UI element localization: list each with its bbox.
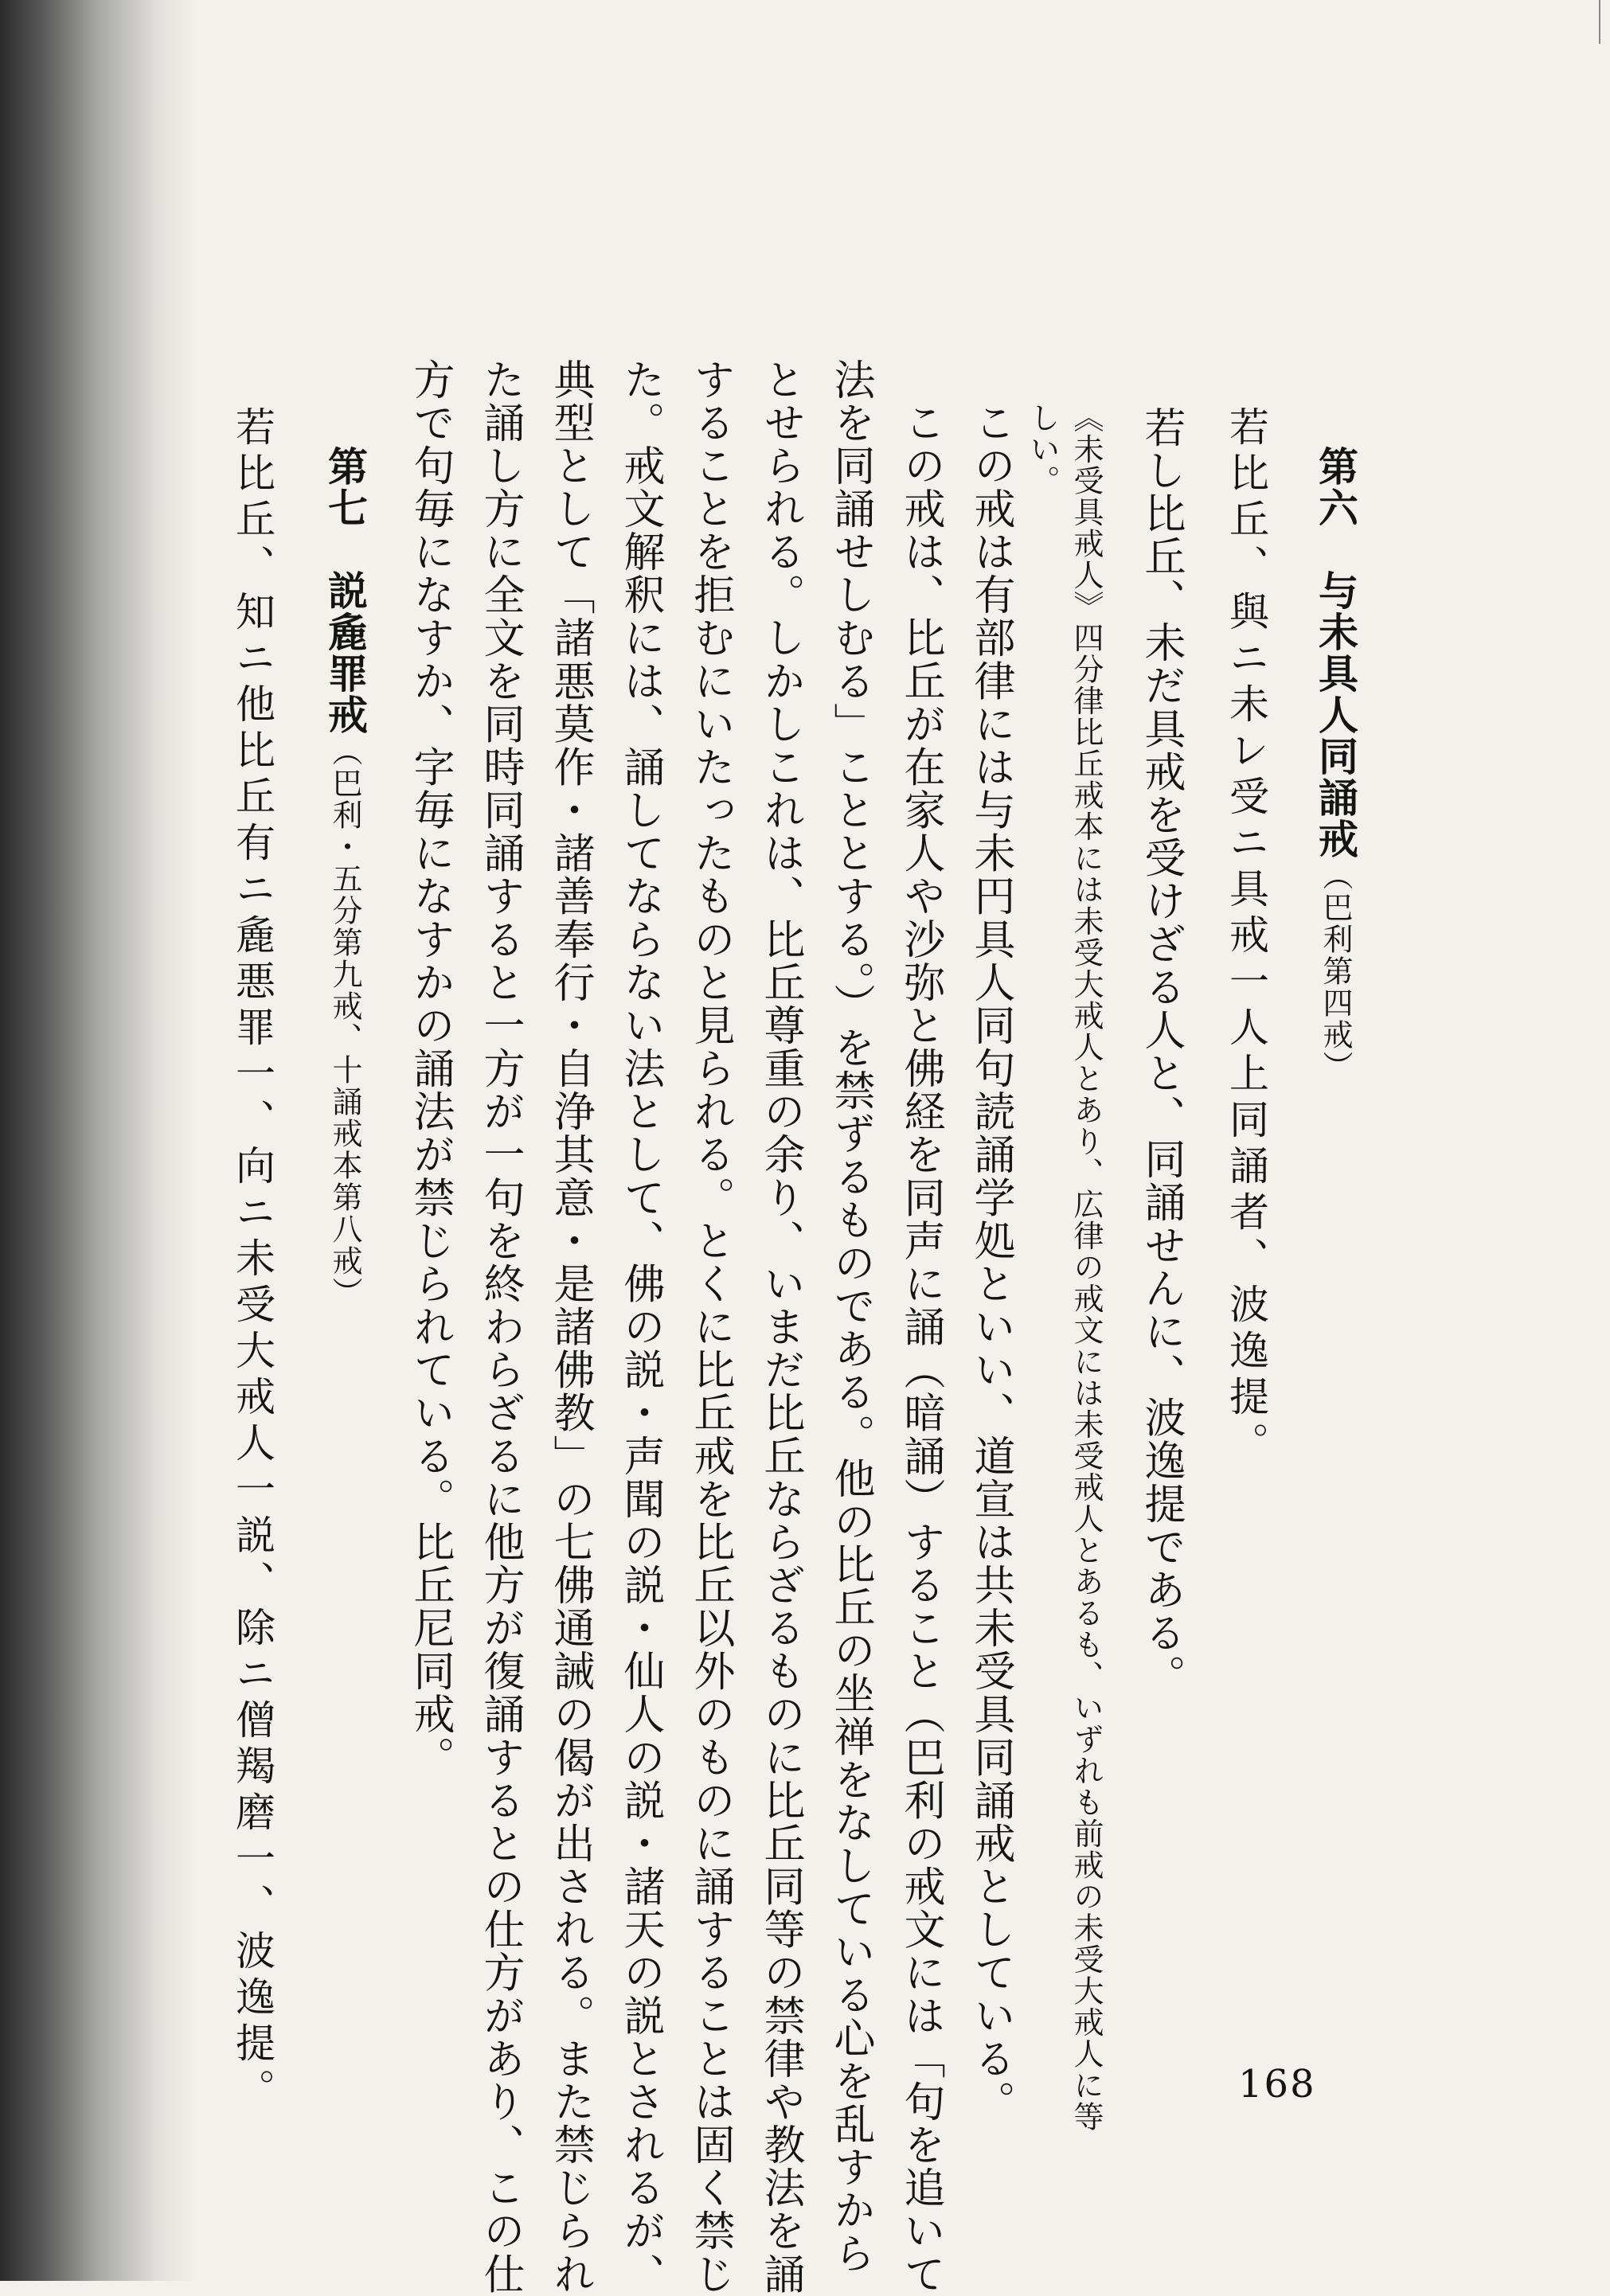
- page-number: 168: [1238, 2062, 1316, 2107]
- commentary-line: 方で句毎になすか、字毎になすかの誦法が禁じられている。比丘尼同戒。: [406, 358, 454, 1779]
- scan-edge-mark: [1599, 0, 1600, 44]
- commentary-line: この戒は、比丘が在家人や沙弥と佛経を同声に誦（暗誦）すること（巴利の戒文には「句を追いて: [897, 358, 944, 2296]
- commentary-line: することを拒むにいたったものと見られる。とくに比丘戒を比丘以外のものに誦することは固く禁じ: [686, 358, 734, 2296]
- section-6-heading-sub: （巴利第四戒）: [1318, 860, 1353, 1083]
- section-6-heading-title: 第六 与未具人同誦戒: [1312, 446, 1359, 860]
- commentary-line: た誦し方に全文を同時同誦すると一方が一句を終わらざるに他方が復誦するとの仕方があり、この仕: [476, 358, 524, 2296]
- commentary-line: 法を同誦せしむる」こととする。）を禁ずるものである。他の比丘の坐禅をなしている心を乱すから: [826, 358, 874, 2275]
- section-7-heading-sub: （巴利・五分第九戒、十誦戒本第八戒）: [327, 736, 362, 1309]
- section-6-note-line: 《未受具戒人》四分律比丘戒本には未受大戒人とあり、広律の戒文には未受戒人とあるも、いずれも前戒の未受大戒人に等: [1069, 402, 1104, 2133]
- section-7-heading: [322, 446, 369, 1309]
- section-6-translation: 若し比丘、未だ具戒を受けざる人と、同誦せんに、波逸提である。: [1137, 406, 1185, 1698]
- section-6-note-line: しい。: [1025, 402, 1060, 497]
- section-7-precept-text: 若比丘、知ニ他比丘有ニ麁悪罪一、向ニ未受大戒人一説、除ニ僧羯磨一、波逸提。: [229, 406, 275, 2114]
- commentary-line: とせられる。しかしこれは、比丘尊重の余り、いまだ比丘ならざるものに比丘同等の禁律や教法を誦: [756, 358, 804, 2296]
- scan-binding-shadow: [0, 0, 199, 2281]
- commentary-line: た。戒文解釈には、誦してならない法として、佛の説・声聞の説・仙人の説・諸天の説とされるが、: [616, 358, 664, 2296]
- section-6-precept-text: 若比丘、與ニ未レ受ニ具戒一人上同誦者、波逸提。: [1223, 406, 1269, 1468]
- commentary-line: この戒は有部律には与未円具人同句読誦学処といい、道宣は共未受具同誦戒としている。: [967, 358, 1014, 2124]
- section-6-heading: [1312, 446, 1359, 1083]
- commentary-line: 典型として「諸悪莫作・諸善奉行・自浄其意・是諸佛教」の七佛通誡の偈が出される。また禁じられ: [546, 358, 594, 2296]
- section-7-heading-title: 第七 説麁罪戒: [322, 446, 369, 736]
